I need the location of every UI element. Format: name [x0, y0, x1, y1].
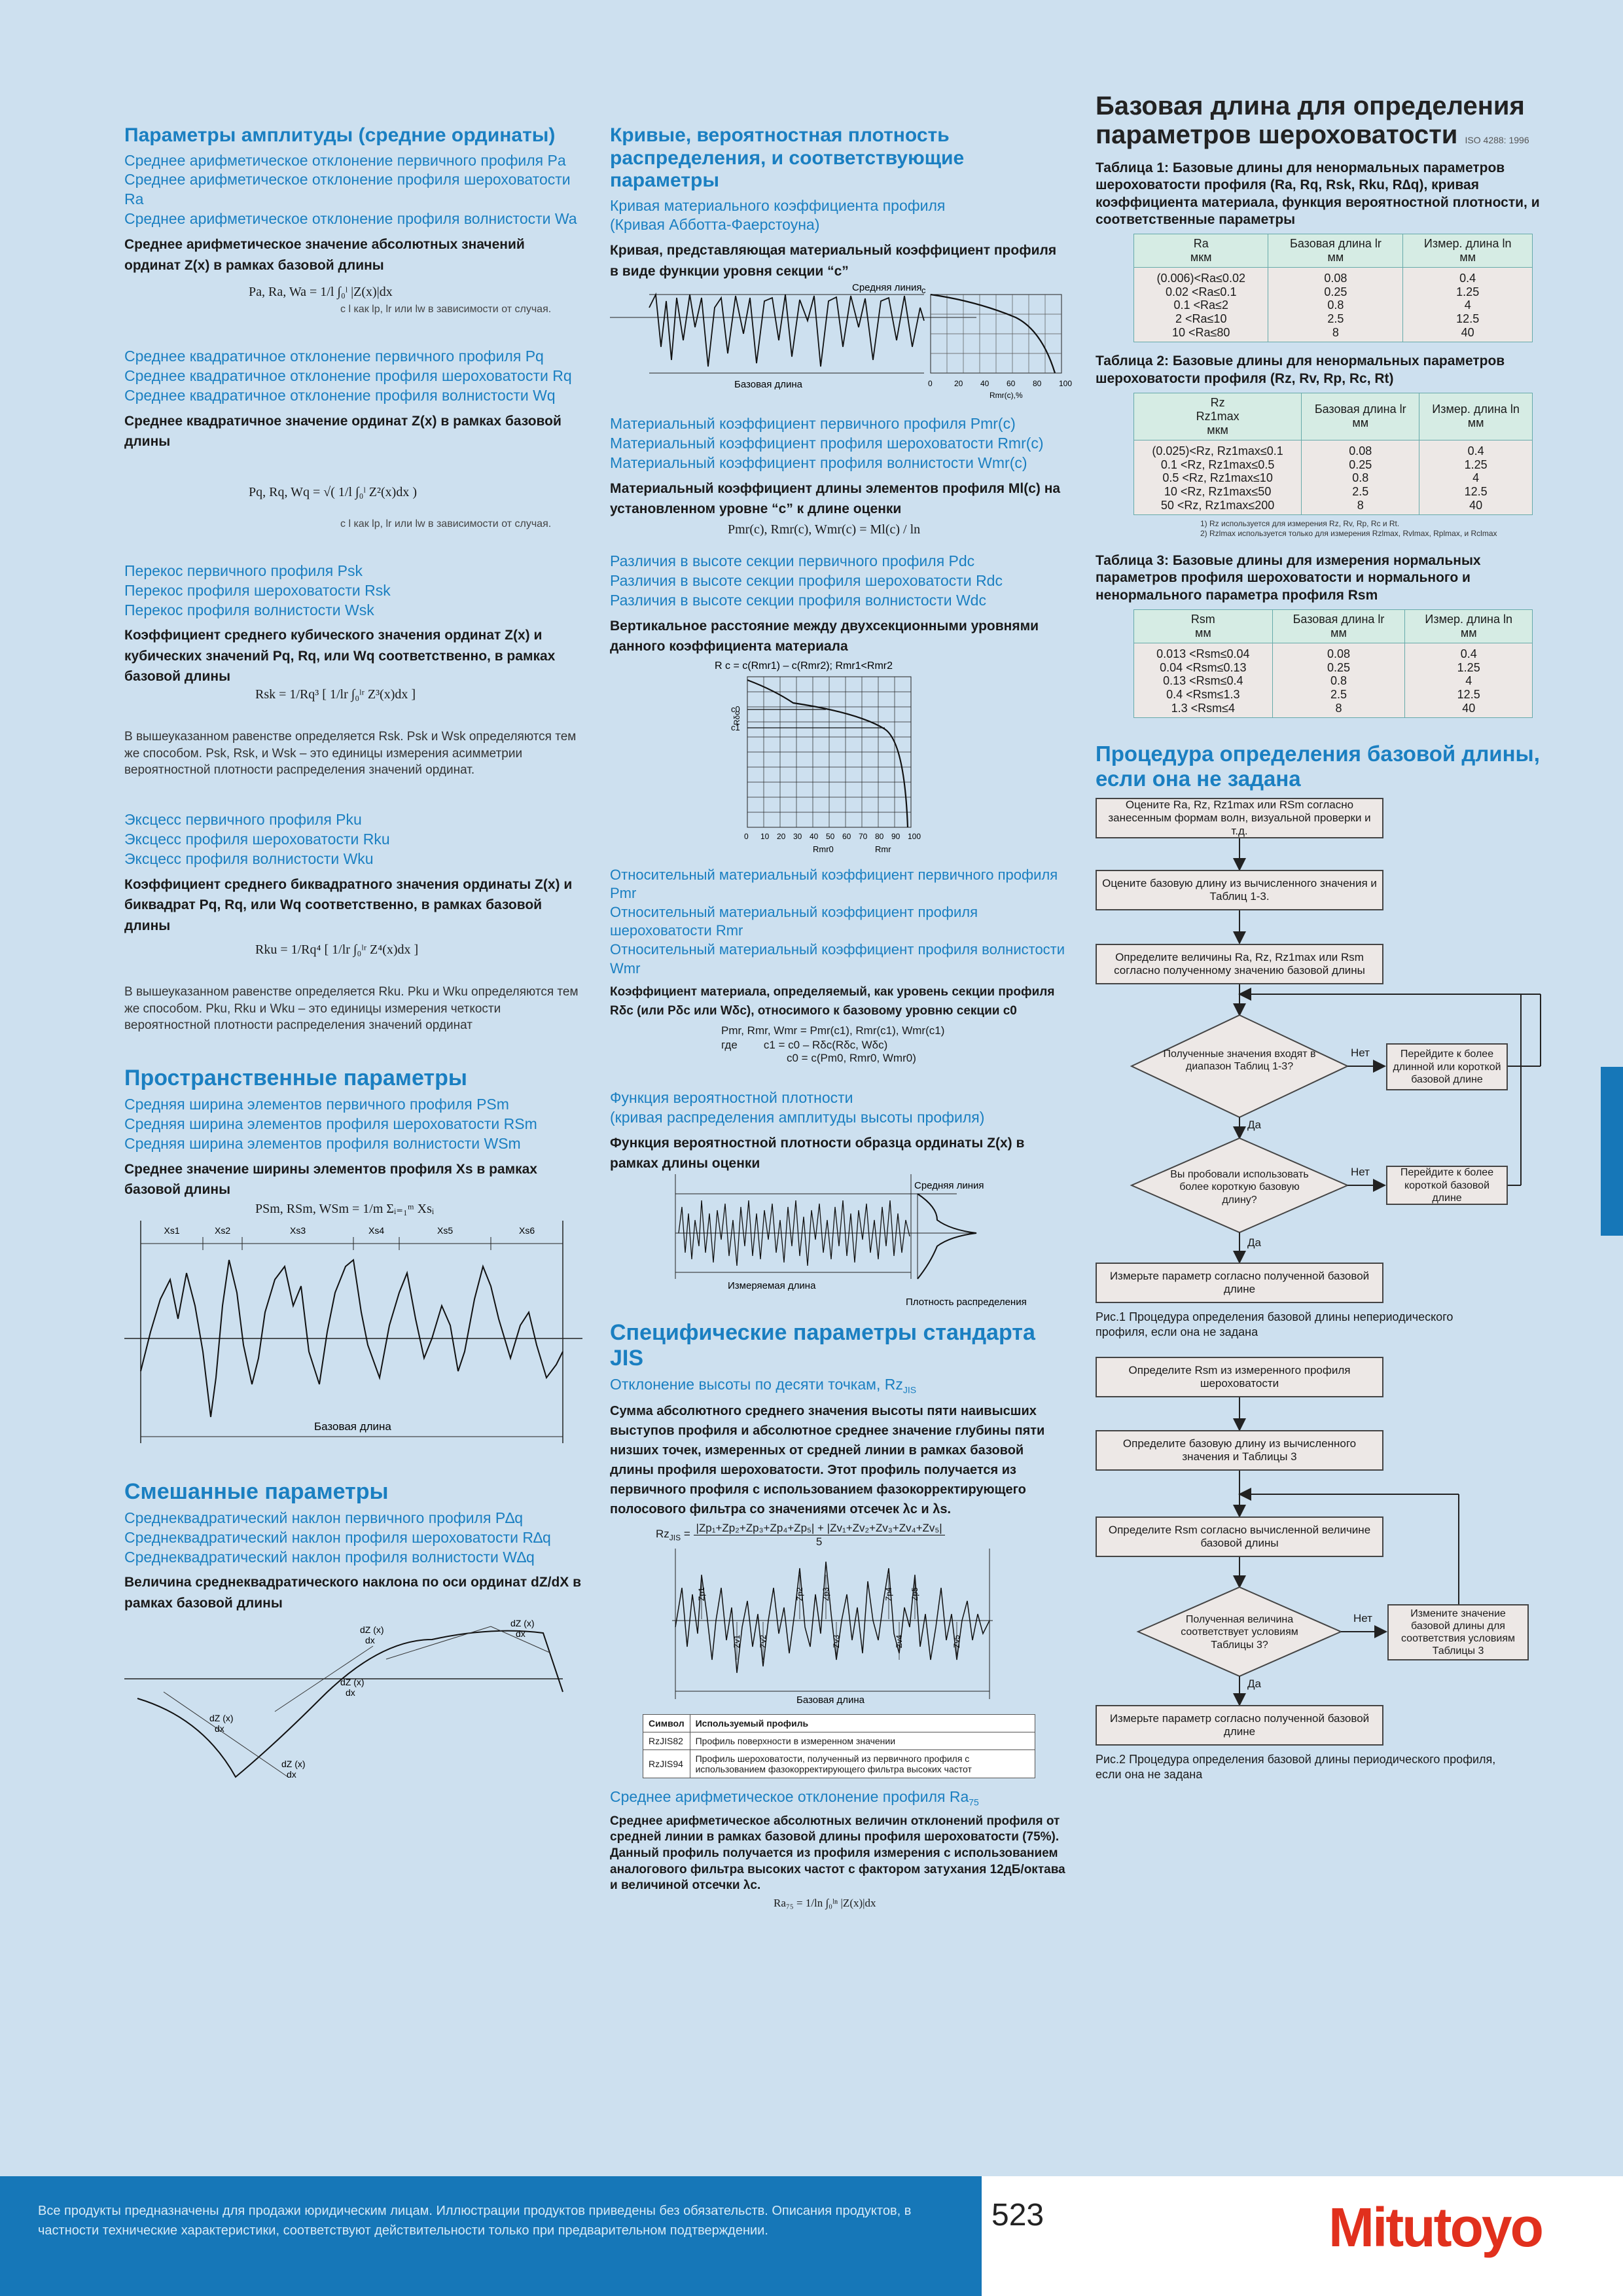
table-header: Измер. длина ln мм: [1403, 234, 1533, 268]
tick-label: 100: [1059, 379, 1073, 389]
table-cell: 1.3 <Rsm≤4: [1134, 702, 1273, 718]
c-label: c: [921, 285, 926, 296]
table-row: [1134, 298, 1533, 312]
table-caption: Таблица 2: Базовые длины для ненормальных параметров шероховатости профиля (Rz, Rv, Rp, Rc, Rt): [1096, 353, 1505, 386]
material-ratio-diagram: [610, 281, 1073, 406]
table-cell: 0.25: [1268, 285, 1403, 299]
yes-label: Да: [1247, 1119, 1261, 1132]
rmr0-label: Rmr0: [813, 844, 834, 854]
table-row: [1134, 688, 1533, 702]
formula: Pq, Rq, Wq = √( 1/l ∫₀ˡ Z²(x)dx ): [249, 484, 417, 499]
tick-label: 80: [1033, 379, 1042, 389]
description: Коэффициент материала, определяемый, как уровень секции профиля Rδc (или Pδc или Wδc), относимого к базовому уровню секции c0: [610, 985, 1055, 1018]
section-title: Кривые, вероятностная плотность распределения, и соответствующие параметры: [610, 124, 965, 191]
page-number: 523: [991, 2198, 1044, 2233]
zv-label: Zv2: [758, 1634, 768, 1648]
formula-note: с l как lp, lr или lw в зависимости от случая.: [340, 518, 552, 529]
table-cell: RzJIS82: [643, 1732, 690, 1749]
table-header: Используемый профиль: [690, 1714, 1035, 1732]
amplitude-section: [124, 124, 582, 315]
table-row: [1134, 471, 1533, 485]
flow-redirect-1: Перейдите к более длинной или короткой базовой длине: [1386, 1043, 1508, 1090]
xs-label: Xs4: [368, 1225, 385, 1236]
formula: Pa, Ra, Wa = 1/l ∫₀ˡ |Z(x)|dx: [249, 285, 393, 300]
param-line: Среднее арифметическое отклонение профиля шероховатости Ra: [124, 171, 571, 208]
table-cell: 10 <Rz, Rz1max≤50: [1134, 485, 1302, 499]
dx-label: dx: [346, 1687, 355, 1698]
param-line: Среднеквадратический наклон профиля шероховатости R∆q: [124, 1528, 551, 1546]
decision-1: Полученные значения входят в диапазон Таблиц 1-3?: [1163, 1049, 1316, 1073]
section-height-diagram: [610, 657, 1068, 853]
description: Среднее арифметическое значение абсолютных значений ординат Z(x) в рамках базовой длины: [124, 237, 525, 273]
tick-label: 40: [810, 831, 819, 841]
param-line: Относительный материальный коэффициент профиля шероховатости Rmr: [610, 903, 978, 939]
zv-label: Zv3: [832, 1634, 841, 1648]
table-cell: 0.25: [1302, 458, 1419, 472]
tick-label: 30: [793, 831, 802, 841]
section-title: Специфические параметры стандарта JIS: [610, 1319, 1035, 1371]
table-cell: 0.4: [1405, 643, 1533, 660]
flow-step-1: Определите Rsm из измеренного профиля шероховатости: [1096, 1357, 1383, 1397]
table-cell: 0.013 <Rsm≤0.04: [1134, 643, 1273, 660]
table-row: [643, 1732, 1035, 1749]
c0-label: c0: [731, 704, 740, 714]
param-line: Среднее арифметическое отклонение первичного профиля Pa: [124, 151, 566, 169]
param-line: Среднее квадратичное отклонение профиля шероховатости Rq: [124, 367, 572, 384]
rdc-formula: R c = c(Rmr1) – c(Rmr2); Rmr1<Rmr2: [715, 660, 893, 672]
material-ratio-section: [610, 414, 1068, 537]
section-height-section: [610, 552, 1068, 857]
skewness-section: [124, 562, 582, 779]
slope-diagram: [124, 1613, 582, 1784]
jis-section: [610, 1320, 1068, 1778]
flowchart-2: [1096, 1357, 1541, 1782]
yes-label: Да: [1247, 1236, 1261, 1249]
table-cell: 12.5: [1405, 688, 1533, 702]
rz-label: Отклонение высоты по десяти точкам, Rz: [610, 1376, 903, 1393]
table-cell: 0.4: [1403, 268, 1533, 285]
formula: PSm, RSm, WSm = 1/m Σᵢ₌₁ᵐ Xsᵢ: [255, 1201, 435, 1216]
table-cell: (0.006)<Ra≤0.02: [1134, 268, 1268, 285]
param-line: Функция вероятностной плотности: [610, 1089, 853, 1107]
tick-label: 80: [875, 831, 884, 841]
table-cell: 2.5: [1272, 688, 1405, 702]
base-length-label: Базовая длина: [796, 1694, 865, 1706]
axis-label: Rmr(c),%: [990, 391, 1023, 401]
table-cell: 12.5: [1419, 485, 1533, 499]
ten-point-height-diagram: [610, 1549, 1068, 1706]
table-note: 1) Rz используется для измерения Rz, Rv, Rp, Rc и Rt.: [1200, 519, 1400, 529]
table-cell: 2 <Ra≤10: [1134, 312, 1268, 326]
flowchart-1: [1096, 798, 1541, 1338]
rmr-label: Rmr: [875, 844, 891, 854]
table-cell: 0.8: [1302, 471, 1419, 485]
dz-label: dZ (x): [340, 1677, 365, 1688]
dz-label: dZ (x): [360, 1624, 384, 1636]
fraction: [694, 1522, 945, 1549]
table-cell: 2.5: [1302, 485, 1419, 499]
tick-label: 40: [980, 379, 990, 389]
table-cell: 40: [1403, 326, 1533, 342]
zp-label: Zp2: [795, 1587, 804, 1601]
table-cell: 1.25: [1403, 285, 1533, 299]
description: Коэффициент среднего биквадратного значения ординаты Z(x) и биквадрат Pq, Rq, или Wq соответственно, в рамках базовой длины: [124, 876, 573, 933]
dz-label: dZ (x): [281, 1759, 306, 1770]
table-cell: 0.5 <Rz, Rz1max≤10: [1134, 471, 1302, 485]
dx-label: dx: [516, 1628, 526, 1640]
rz-symbol-index: JIS: [669, 1533, 681, 1543]
description: Вертикальное расстояние между двухсекционными уровнями данного коэффициента материала: [610, 618, 1039, 655]
table-cell: 50 <Rz, Rz1max≤200: [1134, 499, 1302, 515]
formula-note: с l как lp, lr или lw в зависимости от случая.: [340, 304, 552, 315]
param-line: Материальный коэффициент профиля волнистости Wmr(c): [610, 454, 1027, 472]
param-line: Эксцесс первичного профиля Pku: [124, 810, 362, 828]
table-row: [1134, 285, 1533, 299]
spatial-section: [124, 1066, 582, 1460]
rz-index: JIS: [902, 1384, 917, 1395]
table-cell: 0.1 <Rz, Rz1max≤0.5: [1134, 458, 1302, 472]
param-line: Среднее квадратичное отклонение профиля волнистости Wq: [124, 386, 556, 404]
table-row: [1134, 268, 1533, 285]
table-3: [1133, 609, 1533, 718]
param-line: [610, 1375, 1068, 1396]
param-line: Средняя ширина элементов профиля волнистости WSm: [124, 1134, 521, 1152]
table-row: [1134, 499, 1533, 515]
decision-2: Вы пробовали использовать более короткую базовую длину?: [1170, 1169, 1309, 1206]
yes-label: Да: [1247, 1677, 1261, 1691]
decision-1: Полученная величина соответствует условиям Таблицы 3?: [1181, 1614, 1298, 1651]
flow-step-1: Оцените Ra, Rz, Rz1max или RSm согласно занесенным формам волн, визуальной проверки и т.д.: [1096, 798, 1383, 838]
flow-step-3: Определите Rsm согласно вычисленной величине базовой длины: [1096, 1516, 1383, 1557]
param-line: [610, 1787, 1068, 1808]
param-line: Материальный коэффициент первичного профиля Pmr(c): [610, 415, 1016, 433]
probability-section: [610, 1088, 1068, 1315]
ra75-index: 75: [969, 1797, 979, 1808]
param-line: Относительный материальный коэффициент профиля волнистости Wmr: [610, 941, 1065, 977]
description: Среднее квадратичное значение ординат Z(x) в рамках базовой длины: [124, 413, 562, 450]
param-line: Эксцесс профиля шероховатости Rku: [124, 830, 390, 848]
description: Материальный коэффициент длины элементов профиля Ml(c) на установленном уровне “c” к длине оценки: [610, 480, 1061, 517]
param-line: Относительный материальный коэффициент первичного профиля Pmr: [610, 866, 1058, 902]
ra75-section: [610, 1787, 1068, 1910]
table-cell: 40: [1405, 702, 1533, 718]
xs-label: Xs1: [164, 1225, 180, 1236]
param-line: Перекос профиля шероховатости Rsk: [124, 581, 391, 599]
table-note: 2) Rzlmax используется только для измерения Rzlmax, Rvlmax, Rplmax, и Rclmax: [1200, 528, 1497, 538]
procedure-title: Процедура определения базовой длины, если она не задана: [1096, 742, 1540, 791]
table-cell: 0.08: [1302, 440, 1419, 457]
table-header-row: [1134, 234, 1533, 268]
table-cell: 0.8: [1268, 298, 1403, 312]
c1-label: c1: [731, 722, 740, 732]
formula: Ra₇₅ = 1/ln ∫₀ˡⁿ |Z(x)|dx: [774, 1897, 876, 1910]
no-label: Нет: [1353, 1612, 1372, 1625]
midline-label: Средняя линия: [852, 282, 922, 294]
table-cell: 8: [1302, 499, 1419, 515]
param-line: Различия в высоте секции профиля шероховатости Rdc: [610, 571, 1003, 589]
section-title: Параметры амплитуды (средние ординаты): [124, 124, 556, 146]
table-cell: 1.25: [1405, 661, 1533, 675]
tick-label: 90: [891, 831, 901, 841]
base-length-label: Базовая длина: [314, 1420, 391, 1433]
xs-label: Xs2: [215, 1225, 231, 1236]
section-title: Смешанные параметры: [124, 1479, 389, 1504]
table-2: [1133, 393, 1533, 515]
table-cell: 0.02 <Ra≤0.1: [1134, 285, 1268, 299]
formula-lhs: $Rz_{JIS}$ =: [656, 1528, 694, 1543]
description: Величина среднеквадратического наклона по оси ординат dZ/dX в рамках базовой длины: [124, 1575, 582, 1611]
table-cell: 0.8: [1272, 674, 1405, 688]
formula: Pmr, Rmr, Wmr = Pmr(c1), Rmr(c1), Wmr(c1): [721, 1024, 945, 1037]
base-length-label: Базовая длина: [734, 379, 803, 391]
probability-diagram: [610, 1174, 1068, 1312]
measured-length-label: Измеряемая длина: [728, 1280, 816, 1291]
no-label: Нет: [1351, 1047, 1370, 1060]
title-text: Базовая длина для определения параметров шероховатости: [1096, 92, 1525, 149]
table-row: [1134, 702, 1533, 718]
description: Среднее арифметическое абсолютных величин отклонений профиля от средней линии в рамках базовой длины профиля шероховатости (75%). Данный профиль получается из профиля измерения с использованием аналогового фильтра высоких частот с фактором затухания 12дБ/октава и величиной отсечки λc.: [610, 1814, 1065, 1893]
curves-section: [610, 124, 1073, 409]
table-cell: (0.025)<Rz, Rz1max≤0.1: [1134, 440, 1302, 457]
ra75-title: Среднее арифметическое отклонение профиля Ra: [610, 1787, 969, 1805]
footer-band: [0, 2176, 982, 2296]
table-cell: 0.4: [1419, 440, 1533, 457]
table-header-row: [1134, 393, 1533, 440]
table-header-row: [1134, 609, 1533, 643]
param-line: Перекос первичного профиля Psk: [124, 562, 363, 579]
table-cell: 8: [1272, 702, 1405, 718]
tick-label: 10: [760, 831, 770, 841]
table-cell: Профиль поверхности в измеренном значении: [690, 1732, 1035, 1749]
table-cell: 10 <Ra≤80: [1134, 326, 1268, 342]
formula: Pmr(c), Rmr(c), Wmr(c) = Ml(c) / ln: [728, 522, 921, 537]
tick-label: 50: [826, 831, 835, 841]
formula: Rsk = 1/Rq³ [ 1/lr ∫₀ˡʳ Z³(x)dx ]: [255, 687, 416, 702]
xs-label: Xs5: [437, 1225, 454, 1236]
density-label: Плотность распределения: [906, 1296, 1027, 1308]
table-1: [1133, 234, 1533, 342]
table-cell: 40: [1419, 499, 1533, 515]
table-cell: 0.13 <Rsm≤0.4: [1134, 674, 1273, 688]
dz-label: dZ (x): [510, 1618, 535, 1629]
table-header: Rz Rz1max мкм: [1134, 393, 1302, 440]
param-line: Перекос профиля волнистости Wsk: [124, 601, 374, 619]
param-line: Эксцесс профиля волнистости Wku: [124, 850, 374, 867]
brand-logo: Mitutoyo: [1329, 2197, 1542, 2258]
table-header: Символ: [643, 1714, 690, 1732]
table-header: Измер. длина ln мм: [1405, 609, 1533, 643]
flow-redirect-1: Измените значение базовой длины для соответствия условиям Таблицы 3: [1387, 1604, 1529, 1660]
rz-symbol: Rz: [656, 1528, 669, 1541]
table-cell: 4: [1403, 298, 1533, 312]
numerator: |Zp₁+Zp₂+Zp₃+Zp₄+Zp₅| + |Zv₁+Zv₂+Zv₃+Zv₄+Zv₅|: [694, 1522, 945, 1535]
table-row: [1134, 312, 1533, 326]
table-row: [1134, 326, 1533, 342]
page-title: [1096, 92, 1541, 149]
tick-label: 0: [744, 831, 749, 841]
param-line: Среднеквадратический наклон первичного профиля P∆q: [124, 1509, 524, 1526]
column-2: [610, 124, 1073, 1941]
table-header: Базовая длина lr мм: [1268, 234, 1403, 268]
tick-label: 20: [777, 831, 786, 841]
table-cell: 12.5: [1403, 312, 1533, 326]
table-cell: 0.08: [1268, 268, 1403, 285]
param-line: Среднее квадратичное отклонение первичного профиля Pq: [124, 348, 544, 365]
flow-step-2: Оцените базовую длину из вычисленного значения и Таблиц 1-3.: [1096, 870, 1383, 910]
formula: c0 = c(Pm0, Rmr0, Wmr0): [787, 1052, 916, 1065]
side-tab: [1601, 1067, 1623, 1236]
table-row: [1134, 485, 1533, 499]
table-cell: 1.25: [1419, 458, 1533, 472]
midline-label: Средняя линия: [914, 1179, 984, 1191]
table-cell: RzJIS94: [643, 1749, 690, 1778]
formula: Rku = 1/Rq⁴ [ 1/lr ∫₀ˡʳ Z⁴(x)dx ]: [255, 942, 419, 957]
section-title: Пространственные параметры: [124, 1065, 467, 1090]
param-line: Среднее арифметическое отклонение профиля волнистости Wa: [124, 210, 577, 228]
iso-reference: ISO 4288: 1996: [1465, 135, 1529, 145]
rms-section: [124, 347, 582, 530]
table-cell: 0.4 <Rsm≤1.3: [1134, 688, 1273, 702]
flow-step-4: Измерьте параметр согласно полученной базовой длине: [1096, 1263, 1383, 1303]
zp-label: Zp4: [884, 1587, 893, 1601]
zv-label: Zv5: [952, 1634, 961, 1648]
table-cell: 0.25: [1272, 661, 1405, 675]
flow-step-2: Определите базовую длину из вычисленного значения и Таблицы 3: [1096, 1430, 1383, 1471]
param-line: (Кривая Абботта-Фаерстоуна): [610, 216, 820, 234]
xs-label: Xs3: [290, 1225, 306, 1236]
dx-label: dx: [215, 1723, 224, 1734]
flow-redirect-2: Перейдите к более короткой базовой длине: [1386, 1166, 1508, 1205]
table-header: Ra мкм: [1134, 234, 1268, 268]
formula: [656, 1522, 1068, 1549]
description: Сумма абсолютного среднего значения высоты пяти наивысших выступов профиля и абсолютное среднее значение глубины пяти низших точек, измеренных от средней линии в рамках базовой длины профиля шероховатости. Этот профиль получается из первичного профиля с использованием фазокорректирующего полосового фильтра со значениями отсечек λc и λs.: [610, 1403, 1045, 1516]
description: Коэффициент среднего кубического значения ординат Z(x) и кубических значений Pq, Rq, или Wq соответственно, в рамках базовой длины: [124, 628, 556, 685]
where-label: где: [721, 1039, 738, 1052]
mixed-section: [124, 1479, 582, 1787]
spacing-profile-diagram: [124, 1221, 582, 1456]
zv-label: Zv1: [732, 1634, 741, 1648]
flow-step-4: Измерьте параметр согласно полученной базовой длине: [1096, 1705, 1383, 1746]
no-label: Нет: [1351, 1166, 1370, 1179]
zv-label: Zv4: [895, 1634, 904, 1648]
formula-where: [721, 1039, 1068, 1052]
disclaimer: Все продукты предназначены для продажи юридическим лицам. Иллюстрации продуктов приведены без обязательств. Описания продуктов, в частности технические характеристики, соответствуют действительности только при предварительном подтверждении.: [38, 2204, 912, 2238]
figure-caption: Рис.2 Процедура определения базовой длины периодического профиля, если она не задана: [1096, 1753, 1496, 1781]
table-row: [1134, 674, 1533, 688]
param-line: (кривая распределения амплитуды высоты профиля): [610, 1109, 985, 1126]
table-cell: 4: [1419, 471, 1533, 485]
kurtosis-section: [124, 810, 582, 1034]
table-cell: 2.5: [1268, 312, 1403, 326]
table-cell: Профиль шероховатости, полученный из первичного профиля с использованием фазокорректирующего фильтра высоких частот: [690, 1749, 1035, 1778]
table-caption: Таблица 1: Базовые длины для ненормальных параметров шероховатости профиля (Ra, Rq, Rsk, Rku, R∆q), кривая коэффициента материала, функция вероятностной плотности, и соответственные параметры: [1096, 160, 1540, 227]
table-row: [1134, 440, 1533, 457]
tick-label: 70: [859, 831, 868, 841]
note: В вышеуказанном равенстве определяется Rku. Pku и Wku определяются тем же способом. Pku, Rku и Wku – это единицы измерения четкости вероятностной плотности распределения значений ординат: [124, 985, 579, 1033]
description: Среднее значение ширины элементов профиля Xs в рамках базовой длины: [124, 1161, 537, 1198]
param-line: Материальный коэффициент профиля шероховатости Rmr(c): [610, 435, 1044, 452]
table-cell: 0.1 <Ra≤2: [1134, 298, 1268, 312]
table-row: [1134, 643, 1533, 660]
table-cell: 8: [1268, 326, 1403, 342]
table-header: Измер. длина ln мм: [1419, 393, 1533, 440]
table-caption: Таблица 3: Базовые длины для измерения нормальных параметров профиля шероховатости и нормального и ненормального параметра профиля Rsm: [1096, 553, 1481, 603]
zp-label: Zp1: [697, 1587, 706, 1601]
tick-label: 60: [1007, 379, 1016, 389]
table-header: Rsm мм: [1134, 609, 1273, 643]
dx-label: dx: [365, 1635, 375, 1646]
param-line: Средняя ширина элементов первичного профиля PSm: [124, 1096, 509, 1113]
dx-label: dx: [287, 1769, 296, 1780]
zp-label: Zp3: [821, 1587, 830, 1601]
denominator: 5: [815, 1535, 823, 1548]
figure-caption: Рис.1 Процедура определения базовой длины непериодического профиля, если она не задана: [1096, 1310, 1454, 1338]
table-row: [1134, 661, 1533, 675]
footer: [0, 2176, 1623, 2296]
tick-label: 60: [842, 831, 851, 841]
dz-label: dZ (x): [209, 1713, 234, 1724]
param-line: Кривая материального коэффициента профиля: [610, 196, 946, 214]
column-1: [124, 124, 582, 1818]
description: Функция вероятностной плотности образца ординаты Z(x) в рамках длины оценки: [610, 1135, 1025, 1172]
table-cell: 0.04 <Rsm≤0.13: [1134, 661, 1273, 675]
column-3: [1096, 92, 1541, 1782]
description: Кривая, представляющая материальный коэффициент профиля в виде функции уровня секции “c”: [610, 243, 1057, 279]
param-line: Различия в высоте секции профиля волнистости Wdc: [610, 591, 986, 609]
jis-symbol-table: [643, 1714, 1035, 1778]
table-row: [643, 1749, 1035, 1778]
table-cell: 4: [1405, 674, 1533, 688]
zp-label: Zp5: [910, 1587, 919, 1601]
table-row: [1134, 458, 1533, 472]
tick-label: 100: [908, 831, 921, 841]
tick-label: 20: [954, 379, 963, 389]
note: В вышеуказанном равенстве определяется Rsk. Psk и Wsk определяются тем же способом. Psk, Rsk, и Wsk – это единицы измерения асимметрии вероятностной плотности распределения значений ординат.: [124, 729, 577, 778]
param-line: Среднеквадратический наклон профиля волнистости W∆q: [124, 1548, 535, 1566]
table-cell: 0.08: [1272, 643, 1405, 660]
xs-label: Xs6: [519, 1225, 535, 1236]
rdc-label: Rδc: [732, 711, 741, 725]
relative-ratio-section: [610, 866, 1068, 1066]
tick-label: 0: [928, 379, 933, 389]
flow-step-3: Определите величины Ra, Rz, Rz1max или Rsm согласно полученному значению базовой длины: [1096, 944, 1383, 984]
param-line: Средняя ширина элементов профиля шероховатости RSm: [124, 1115, 537, 1132]
formula: c1 = c0 – Rδc(Rδc, Wδc): [763, 1039, 888, 1052]
table-header: Базовая длина lr мм: [1272, 609, 1405, 643]
param-line: Различия в высоте секции первичного профиля Pdc: [610, 552, 975, 569]
table-header: Базовая длина lr мм: [1302, 393, 1419, 440]
